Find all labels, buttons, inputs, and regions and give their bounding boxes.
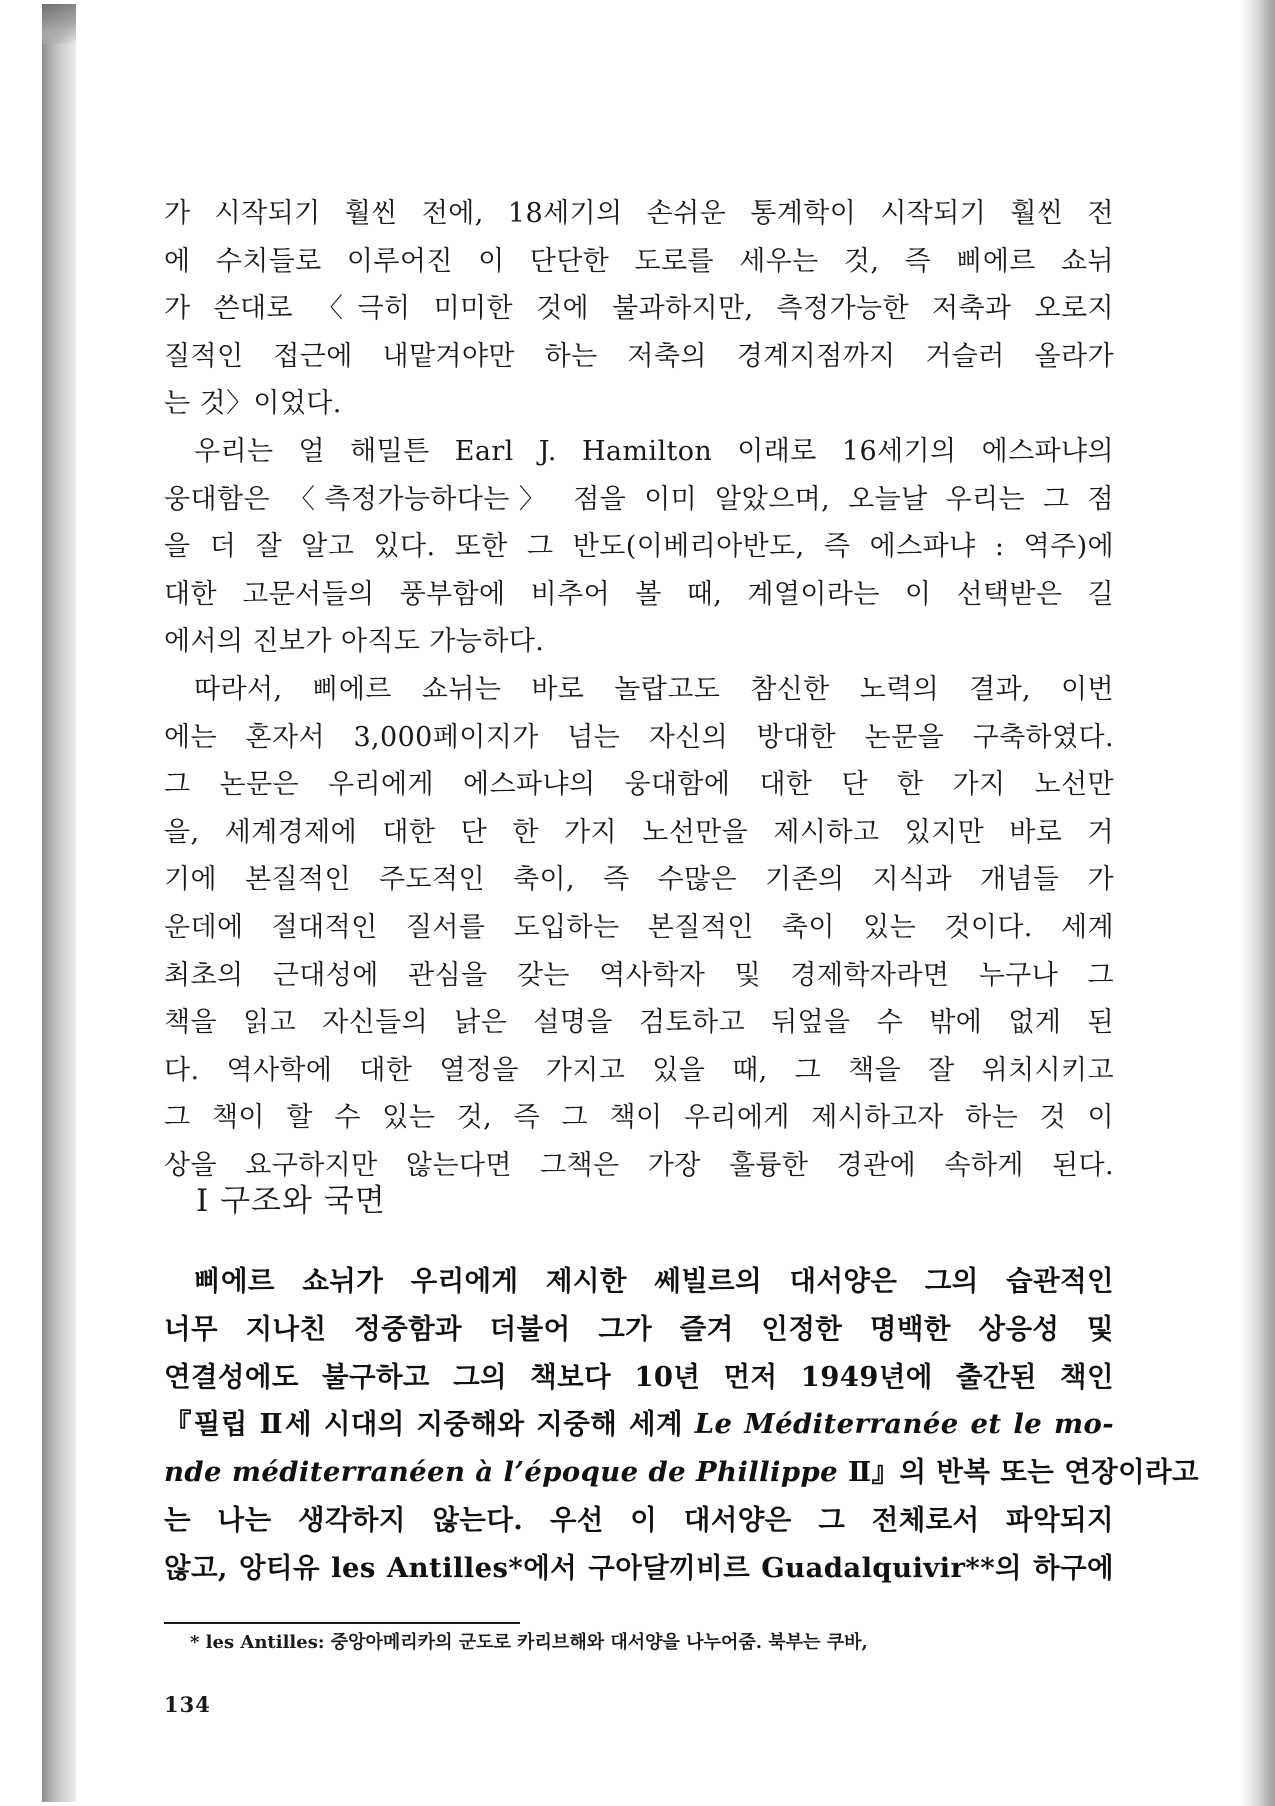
text-line: 삐에르 쇼뉘가 우리에게 제시한 쎄빌르의 대서양은 그의 습관적인: [194, 1265, 1114, 1297]
text-line: 책을 읽고 자신들의 낡은 설명을 검토하고 뒤엎을 수 밖에 없게 된: [164, 1007, 1114, 1039]
text-line: 에는 혼자서 3,000페이지가 넘는 자신의 방대한 논문을 구축하였다.: [164, 721, 1114, 753]
text-line: 따라서, 삐에르 쇼뉘는 바로 놀랍고도 참신한 노력의 결과, 이번: [194, 673, 1114, 705]
korean-title-segment: Ⅱ』의 반복 또는 연장이라고: [838, 1456, 1200, 1489]
paragraph-1: [164, 190, 1114, 428]
text-line: 상을 요구하지만 않는다면 그책은 가장 훌륭한 경관에 속하게 된다.: [164, 1149, 1114, 1181]
french-title-segment: nde méditerranéen à l’époque de Phillippe: [164, 1456, 838, 1489]
book-page-edge: [42, 4, 77, 1802]
text-line: 너무 지나친 정중함과 더불어 그가 즐겨 인정한 명백한 상응성 및: [164, 1312, 1114, 1345]
text-line: 그 논문은 우리에게 에스파냐의 웅대함에 대한 단 한 가지 노선만: [164, 769, 1114, 801]
footnote: * les Antilles: 중앙아메리카의 군도로 카리브해와 대서양을 나누어줌. 북부는 쿠바,: [190, 1632, 868, 1653]
text-line: 을 더 잘 알고 있다. 또한 그 반도(이베리아반도, 즉 에스파냐 : 역주)에: [164, 531, 1114, 563]
text-line: 에서의 진보가 아직도 가능하다.: [164, 626, 545, 658]
paragraph-3: [164, 666, 1114, 1190]
text-line: 최초의 근대성에 관심을 갖는 역사학자 및 경제학자라면 누구나 그: [164, 959, 1114, 991]
text-line: 가 쓴대로 〈극히 미미한 것에 불과하지만, 측정가능한 저축과 오로지: [164, 293, 1114, 325]
text-line-mixed: [164, 1401, 1114, 1449]
text-line: 을, 세계경제에 대한 단 한 가지 노선만을 제시하고 있지만 바로 거: [164, 816, 1114, 848]
text-line: 질적인 접근에 내맡겨야만 하는 저축의 경계지점까지 거슬러 올라가: [164, 340, 1114, 372]
french-title-segment: Le Méditerranée et le mo-: [694, 1408, 1115, 1441]
body-text-upper: [164, 190, 1114, 1189]
body-text-lower: [164, 1258, 1200, 1593]
korean-title-segment: 『필립 Ⅱ세 시대의 지중해와 지중해 세계: [164, 1408, 695, 1441]
text-line: 웅대함은 〈측정가능하다는〉 점을 이미 알았으며, 오늘날 우리는 그 점: [164, 483, 1114, 515]
text-line: 가 시작되기 훨씬 전에, 18세기의 손쉬운 통계학이 시작되기 훨씬 전: [164, 198, 1114, 229]
right-shadow: [1241, 0, 1275, 1806]
page-number: 134: [164, 1692, 211, 1717]
text-line: 기에 본질적인 주도적인 축이, 즉 수많은 기존의 지식과 개념들 가: [164, 864, 1114, 896]
book-page-edge-corner: [42, 4, 76, 44]
footnote-divider: [164, 1622, 520, 1624]
section-heading: I 구조와 국면: [196, 1183, 386, 1219]
text-line: 연결성에도 불구하고 그의 책보다 10년 먼저 1949년에 출간된 책인: [164, 1360, 1114, 1393]
text-line: 는 나는 생각하지 않는다. 우선 이 대서양은 그 전체로서 파악되지: [164, 1503, 1114, 1536]
text-line: 우리는 얼 해밀튼 Earl J. Hamilton 이래로 16세기의 에스파냐의: [194, 435, 1114, 467]
paragraph-2: [164, 428, 1114, 666]
text-line: 는 것〉이었다.: [164, 388, 342, 420]
text-line: 운데에 절대적인 질서를 도입하는 본질적인 축이 있는 것이다. 세계: [164, 911, 1114, 943]
text-line: 다. 역사학에 대한 열정을 가지고 있을 때, 그 책을 잘 위치시키고: [164, 1054, 1114, 1086]
text-line: 않고, 앙티유 les Antilles*에서 구아달끼비르 Guadalquivir**의 하구에: [164, 1551, 1114, 1584]
text-line: 그 책이 할 수 있는 것, 즉 그 책이 우리에게 제시하고자 하는 것 이: [164, 1102, 1114, 1134]
text-line-mixed: [164, 1449, 1200, 1497]
text-line: 에 수치들로 이루어진 이 단단한 도로를 세우는 것, 즉 삐에르 쇼뉘: [164, 245, 1114, 277]
text-line: 대한 고문서들의 풍부함에 비추어 볼 때, 계열이라는 이 선택받은 길: [164, 578, 1114, 610]
